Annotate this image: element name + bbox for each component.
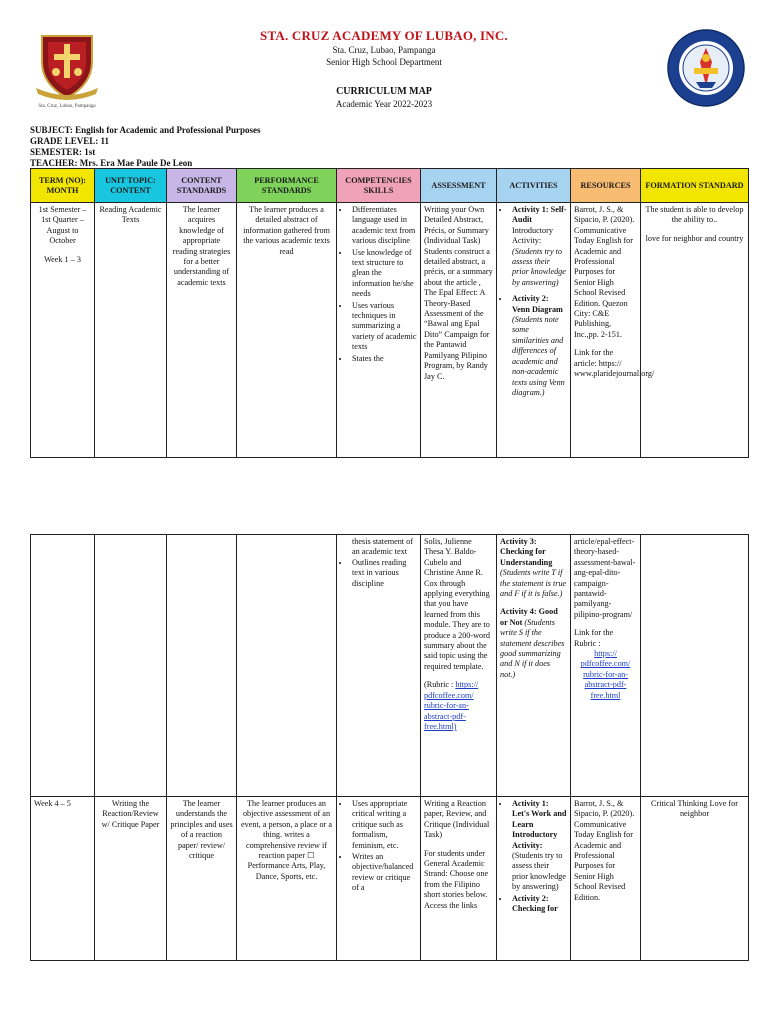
row2-competencies <box>337 535 421 797</box>
row2-assessment <box>421 535 497 797</box>
row3-content-standard: The learner understands the principles and uses of a reaction paper/ review/ critique <box>167 797 237 961</box>
row3-competencies <box>337 797 421 961</box>
row2-performance-standard <box>237 535 337 797</box>
col-resources: RESOURCES <box>571 169 641 203</box>
row3-formation: Critical Thinking Love for neighbor <box>641 797 749 961</box>
formation-text: love for neighbor and country <box>645 233 744 243</box>
row1-assessment: Writing your Own Detailed Abstract, Précis, or Summary (Individual Task) Students construct a detailed abstract, a précis, or a summary about the article , The Epal Effect: A Theory-Based Assessment of the “Bawal ang Epal Dito” Campaign for the Pantawid Pamilyang Pilipino Program, by Randy Jay C. <box>421 203 497 458</box>
list-item: • States the <box>350 354 417 364</box>
row2-formation <box>641 535 749 797</box>
activity-text: Introductory Activity: <box>512 225 553 246</box>
table-row <box>31 203 749 458</box>
performance-text: writes a comprehensive review if reaction paper <box>246 830 327 861</box>
list-item: • Use knowledge of text structure to glean the information he/she needs <box>350 248 417 300</box>
performance-text: The learner produces an objective assessment of an event, a person, a place or a thing. <box>241 799 332 840</box>
table-row <box>31 797 749 961</box>
teacher-label: TEACHER: Mrs. Era Mae Paule De Leon <box>30 158 193 168</box>
seal-caption: Sta. Cruz, Lubao, Pampanga <box>38 104 96 109</box>
rubric-link[interactable]: https:// pdfcoffee.com/ rubric-for-an-abstract-pdf-free.html) <box>424 680 479 731</box>
academic-year: Academic Year 2022-2023 <box>335 99 433 109</box>
col-term: TERM (NO): MONTH <box>31 169 95 203</box>
activity-title: Activity 1: Self-Audit <box>512 205 567 225</box>
activity-title: Let's Work and Learn Introductory Activity: <box>512 809 567 850</box>
activity-title: Activity 2: Venn Diagram <box>512 294 563 314</box>
term-text: 1st Semester – 1st Quarter – August to October <box>38 205 87 246</box>
activity-title: Activity 4: Good or Not <box>500 607 558 627</box>
row1-formation <box>641 203 749 458</box>
row2-resources <box>571 535 641 797</box>
col-formation: FORMATION STANDARD <box>641 169 749 203</box>
resource-citation: Barrot, J. S., & Sipacio, P. (2020). Communicative Today English for Academic and Professional Purposes for Senior High School Revised Edition. Quezon City: C&E Publishing, Inc.,pp. 2-151. <box>574 205 635 339</box>
row1-term <box>31 203 95 458</box>
activity-note: (Students write T if the statement is true and F if it is false.) <box>500 568 567 599</box>
activity-note: (Students write S if the statement describes good summarizing and N if it does not.) <box>500 617 565 679</box>
row1-content-standard: The learner acquires knowledge of appropriate reading strategies for a better understanding of academic texts <box>167 203 237 458</box>
row2-activities <box>497 535 571 797</box>
resource-rubric-link[interactable]: https:// pdfcoffee.com/ rubric-for-an-abstract-pdf-free.html <box>580 649 631 700</box>
col-performance-standards: PERFORMANCE STANDARDS <box>237 169 337 203</box>
list-item: • Outlines reading text in various discipline <box>350 558 417 589</box>
row1-performance-standard: The learner produces a detailed abstract of information gathered from the various academic texts read <box>237 203 337 458</box>
resource-link[interactable]: https:// www.plaridejournal.org/ <box>574 358 655 379</box>
activity-note: (Students try to assess their prior knowledge by answering) <box>512 246 566 287</box>
col-unit: UNIT TOPIC: CONTENT <box>95 169 167 203</box>
assessment-text: For students under General Academic Strand: Choose one from the Filipino short stories below. Access the links <box>424 848 489 910</box>
resource-rubric-label: Link for the Rubric : <box>574 628 614 648</box>
department: Senior High School Department <box>326 57 442 67</box>
row3-resources: Barrot, J. S., & Sipacio, P. (2020). Communicative Today English for Academic and Professional Purposes for Senior High School Revised Edition. <box>571 797 641 961</box>
school-name: STA. CRUZ ACADEMY OF LUBAO, INC. <box>260 28 508 43</box>
list-item <box>510 294 567 398</box>
row3-performance-standard <box>237 797 337 961</box>
list-item <box>510 894 567 915</box>
rubric-label: (Rubric : <box>424 680 454 690</box>
grade-label: GRADE LEVEL: 11 <box>30 136 110 146</box>
assessment-text: Solis, Julienne Thesa Y. Baldo-Cubelo and Christine Anne R. Cox through applying everything that you have learned from this module. They are to produce a 200-word summary about the said topic using the required template. <box>424 537 490 671</box>
activity-title: Activity 1: <box>512 799 549 808</box>
list-item: • Writes an objective/balanced review or critique of a <box>350 852 417 894</box>
formation-text: The student is able to develop the ability to.. <box>645 205 744 225</box>
table-row <box>31 535 749 797</box>
curriculum-table-page2 <box>30 534 749 961</box>
row1-unit: Reading Academic Texts <box>95 203 167 458</box>
col-assessment: ASSESSMENT <box>421 169 497 203</box>
page-gap <box>0 470 768 522</box>
row3-assessment <box>421 797 497 961</box>
week-text: Week 1 – 3 <box>44 254 81 264</box>
activity-title: Activity 3: Checking for Understanding <box>500 537 553 567</box>
list-item: • Uses various techniques in summarizing a variety of academic texts <box>350 301 417 353</box>
assessment-text: Writing a Reaction paper, Review, and Critique (Individual Task) <box>424 799 490 840</box>
performance-text: ☐ Performance Arts, Play, Dance, Sports, etc. <box>247 851 326 881</box>
subject-label: SUBJECT: English for Academic and Professional Purposes <box>30 125 261 135</box>
competency-continued: thesis statement of an academic text <box>352 537 413 557</box>
row2-term <box>31 535 95 797</box>
col-competencies: COMPETENCIES SKILLS <box>337 169 421 203</box>
resource-link-label: Link for the article: <box>574 348 614 368</box>
col-activities: ACTIVITIES <box>497 169 571 203</box>
activity-title: Activity 2: Checking for <box>512 893 558 914</box>
activity-note: (Students try to assess their prior knowledge by answering) <box>512 851 566 892</box>
row3-activities <box>497 797 571 961</box>
document-page-2 <box>0 522 768 1024</box>
row2-unit <box>95 535 167 797</box>
row1-activities <box>497 203 571 458</box>
col-content-standards: CONTENT STANDARDS <box>167 169 237 203</box>
list-item: • Differentiates language used in academic text from various discipline <box>350 205 417 247</box>
semester-label: SEMESTER: 1st <box>30 147 96 157</box>
curriculum-table-page1 <box>30 168 749 458</box>
document-title: CURRICULUM MAP <box>336 86 432 97</box>
row1-resources <box>571 203 655 458</box>
school-address: Sta. Cruz, Lubao, Pampanga <box>332 45 436 55</box>
row2-content-standard <box>167 535 237 797</box>
document-page-1 <box>0 0 768 470</box>
row1-competencies <box>337 203 421 458</box>
list-item <box>510 799 567 893</box>
resource-link-continued[interactable]: article/epal-effect-theory-based-assessment-bawal-ang-epal-dito-campaign-pantawid-pamilyang-pilipino-program/ <box>574 537 636 619</box>
list-item <box>510 205 567 288</box>
activity-note: (Students note some similarities and differences of academic and non-academic texts using Venn diagram.) <box>512 315 565 397</box>
row3-unit: Writing the Reaction/Review w/ Critique Paper <box>95 797 167 961</box>
row3-term: Week 4 – 5 <box>31 797 95 961</box>
list-item: • Uses appropriate critical writing a critique such as formalism, feminism, etc. <box>350 799 417 851</box>
